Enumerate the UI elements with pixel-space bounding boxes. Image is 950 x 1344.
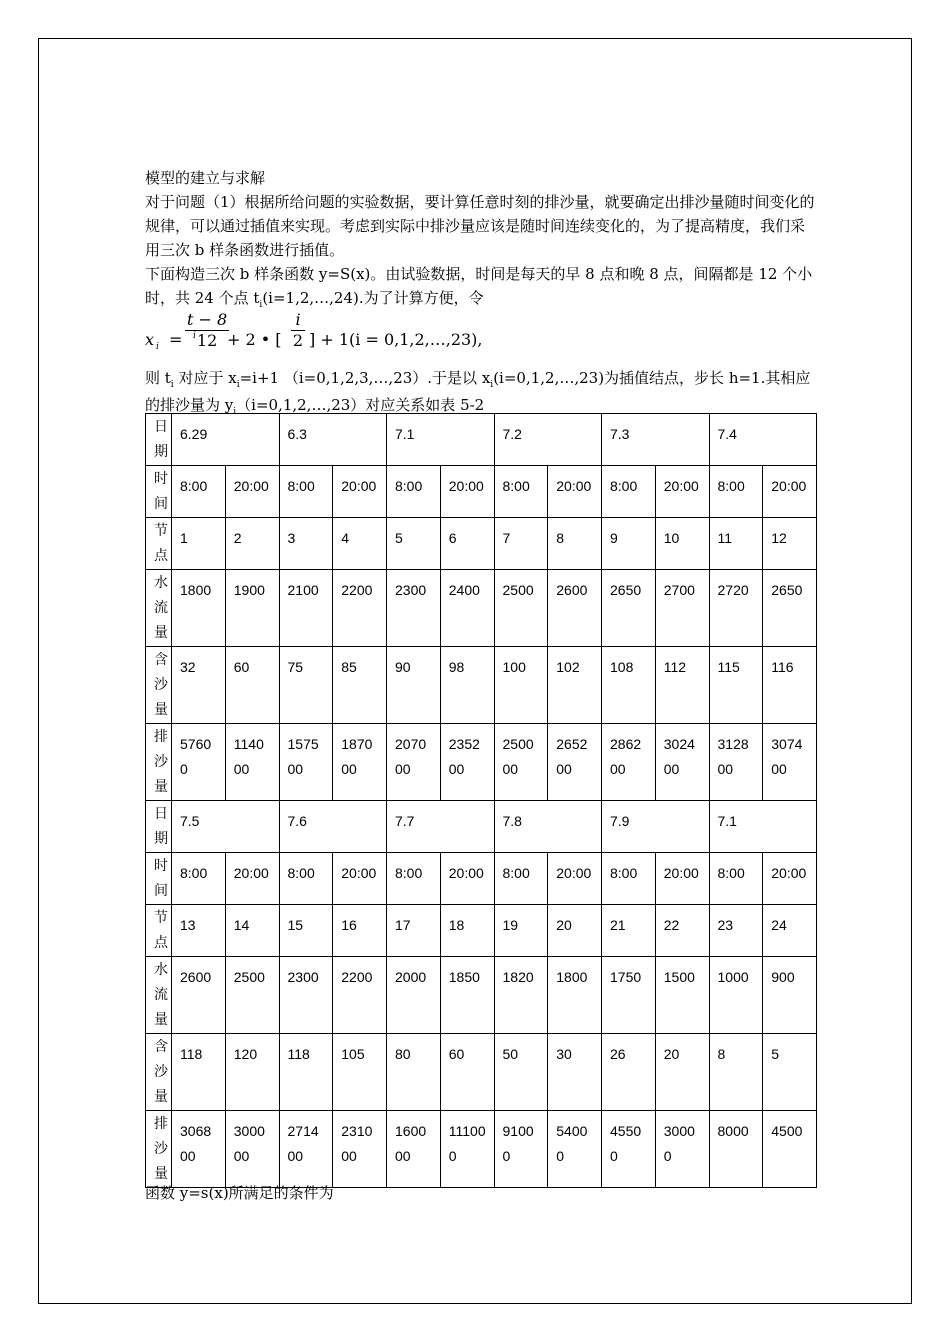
table-cell: 235200 bbox=[440, 724, 494, 801]
p3-a: 则 t bbox=[145, 369, 171, 387]
table-cell: 20:00 bbox=[333, 466, 387, 518]
table-cell: 300000 bbox=[225, 1111, 279, 1188]
table-cell: 1800 bbox=[548, 957, 602, 1034]
table-cell: 2600 bbox=[548, 570, 602, 647]
table-cell: 98 bbox=[440, 647, 494, 724]
body-text bbox=[145, 166, 817, 313]
row-label-flow: 水流量 bbox=[146, 570, 172, 647]
table-cell: 3 bbox=[279, 518, 333, 570]
table-cell: 20:00 bbox=[548, 466, 602, 518]
table-cell: 2100 bbox=[279, 570, 333, 647]
table-cell: 1 bbox=[172, 518, 226, 570]
formula-lhs: x bbox=[145, 330, 155, 349]
paragraph-2-text: 下面构造三次 b 样条函数 y=S(x)。由试验数据，时间是每天的早 8 点和晚 8 点，间隔都是 12 个小时，共 24 个点 t bbox=[145, 265, 813, 307]
table-cell: 2650 bbox=[763, 570, 817, 647]
table-cell: 8:00 bbox=[709, 853, 763, 905]
table-cell: 20 bbox=[655, 1034, 709, 1111]
table-cell: 7.8 bbox=[494, 801, 602, 853]
row-label-time: 时间 bbox=[146, 466, 172, 518]
paragraph-2 bbox=[145, 262, 817, 313]
table-cell: 312800 bbox=[709, 724, 763, 801]
table-cell: 1000 bbox=[709, 957, 763, 1034]
table-cell: 114000 bbox=[225, 724, 279, 801]
table-cell: 8:00 bbox=[387, 466, 441, 518]
table-cell: 54000 bbox=[548, 1111, 602, 1188]
row-label-date: 日期 bbox=[146, 801, 172, 853]
row-label-discharge: 排沙量 bbox=[146, 724, 172, 801]
table-cell: 30 bbox=[548, 1034, 602, 1111]
data-table bbox=[145, 413, 817, 1188]
p3-c-sub: i bbox=[490, 380, 494, 390]
table-cell: 80 bbox=[387, 1034, 441, 1111]
table-cell: 4 bbox=[333, 518, 387, 570]
table-cell: 18 bbox=[440, 905, 494, 957]
table-cell: 20:00 bbox=[440, 853, 494, 905]
table-cell: 20:00 bbox=[333, 853, 387, 905]
table-cell: 250000 bbox=[494, 724, 548, 801]
table-cell: 1850 bbox=[440, 957, 494, 1034]
table-cell: 306800 bbox=[172, 1111, 226, 1188]
table-cell: 2200 bbox=[333, 957, 387, 1034]
table-row-node bbox=[146, 905, 817, 957]
row-label-date: 日期 bbox=[146, 414, 172, 466]
table-cell: 112 bbox=[655, 647, 709, 724]
table-cell: 90 bbox=[387, 647, 441, 724]
p3-b: 对应于 x bbox=[173, 369, 237, 387]
table-row-sand bbox=[146, 1034, 817, 1111]
table-cell: 102 bbox=[548, 647, 602, 724]
table-cell: 307400 bbox=[763, 724, 817, 801]
conditions-text: 函数 y=s(x)所满足的条件为 bbox=[145, 1184, 334, 1202]
row-label-discharge: 排沙量 bbox=[146, 1111, 172, 1188]
table-cell: 20:00 bbox=[655, 853, 709, 905]
paragraph-3-line-1 bbox=[145, 366, 817, 393]
fraction-1-denominator: 12 bbox=[196, 331, 218, 350]
table-cell: 7.7 bbox=[387, 801, 495, 853]
table-cell: 7.1 bbox=[387, 414, 495, 466]
table-cell: 20:00 bbox=[655, 466, 709, 518]
p3-f: （i=0,1,2,…,23）对应关系如表 5-2 bbox=[236, 396, 485, 414]
fraction-2-denominator: 2 bbox=[292, 331, 304, 350]
table-cell: 75 bbox=[279, 647, 333, 724]
table-cell: 2500 bbox=[225, 957, 279, 1034]
table-cell: 207000 bbox=[387, 724, 441, 801]
table-cell: 1800 bbox=[172, 570, 226, 647]
table-cell: 8:00 bbox=[602, 466, 656, 518]
table-cell: 1820 bbox=[494, 957, 548, 1034]
table-cell: 26 bbox=[602, 1034, 656, 1111]
table-row-sand bbox=[146, 647, 817, 724]
table-cell: 7.6 bbox=[279, 801, 387, 853]
row-label-node: 节点 bbox=[146, 905, 172, 957]
table-cell: 60 bbox=[440, 1034, 494, 1111]
table-cell: 20:00 bbox=[763, 853, 817, 905]
table-cell: 8:00 bbox=[172, 466, 226, 518]
table-cell: 57600 bbox=[172, 724, 226, 801]
table-cell: 7.4 bbox=[709, 414, 817, 466]
table-cell: 8:00 bbox=[172, 853, 226, 905]
table-cell: 1500 bbox=[655, 957, 709, 1034]
table-cell: 15 bbox=[279, 905, 333, 957]
table-row-node bbox=[146, 518, 817, 570]
table-cell: 20:00 bbox=[225, 853, 279, 905]
table-cell: 7 bbox=[494, 518, 548, 570]
table-cell: 45500 bbox=[602, 1111, 656, 1188]
row-label-sand: 含沙量 bbox=[146, 1034, 172, 1111]
table-cell: 2400 bbox=[440, 570, 494, 647]
table-row-discharge bbox=[146, 1111, 817, 1188]
table-cell: 30000 bbox=[655, 1111, 709, 1188]
table-cell: 20 bbox=[548, 905, 602, 957]
table-cell: 157500 bbox=[279, 724, 333, 801]
formula-middle: + 2 • [ bbox=[227, 330, 282, 349]
table-cell: 160000 bbox=[387, 1111, 441, 1188]
table-cell: 120 bbox=[225, 1034, 279, 1111]
table-cell: 111000 bbox=[440, 1111, 494, 1188]
table-row-date bbox=[146, 801, 817, 853]
table-cell: 8 bbox=[548, 518, 602, 570]
table-cell: 271400 bbox=[279, 1111, 333, 1188]
table-cell: 8:00 bbox=[279, 466, 333, 518]
row-label-node: 节点 bbox=[146, 518, 172, 570]
table-cell: 85 bbox=[333, 647, 387, 724]
table-row-discharge bbox=[146, 724, 817, 801]
table-cell: 2 bbox=[225, 518, 279, 570]
table-cell: 4500 bbox=[763, 1111, 817, 1188]
table-cell: 286200 bbox=[602, 724, 656, 801]
table-cell: 5 bbox=[387, 518, 441, 570]
table-cell: 21 bbox=[602, 905, 656, 957]
table-cell: 118 bbox=[279, 1034, 333, 1111]
table-cell: 2500 bbox=[494, 570, 548, 647]
table-cell: 1900 bbox=[225, 570, 279, 647]
table-cell: 265200 bbox=[548, 724, 602, 801]
fraction-2-numerator: i bbox=[291, 310, 305, 331]
table-cell: 100 bbox=[494, 647, 548, 724]
interpolation-formula bbox=[145, 310, 545, 368]
table-cell: 187000 bbox=[333, 724, 387, 801]
formula-fraction-2 bbox=[291, 310, 305, 351]
formula-fraction-1 bbox=[185, 310, 229, 351]
p3-d: (i=0,1,2,…,23)为插值结点，步长 h=1.其相应 bbox=[493, 369, 811, 387]
p3-a-sub: i bbox=[170, 380, 174, 390]
table-cell: 302400 bbox=[655, 724, 709, 801]
table-cell: 115 bbox=[709, 647, 763, 724]
table-cell: 22 bbox=[655, 905, 709, 957]
table-cell: 7.9 bbox=[602, 801, 710, 853]
table-cell: 20:00 bbox=[225, 466, 279, 518]
table-cell: 7.2 bbox=[494, 414, 602, 466]
table-cell: 11 bbox=[709, 518, 763, 570]
table-row-date bbox=[146, 414, 817, 466]
table-cell: 6.29 bbox=[172, 414, 280, 466]
table-cell: 13 bbox=[172, 905, 226, 957]
table-cell: 19 bbox=[494, 905, 548, 957]
table-cell: 8:00 bbox=[709, 466, 763, 518]
table-cell: 7.3 bbox=[602, 414, 710, 466]
formula-lhs-sub: i bbox=[156, 342, 159, 352]
row-label-sand: 含沙量 bbox=[146, 647, 172, 724]
p3-e: 的排沙量为 y bbox=[145, 396, 234, 414]
row-label-time: 时间 bbox=[146, 853, 172, 905]
table-row-time bbox=[146, 466, 817, 518]
formula-tail: ] + 1(i = 0,1,2,…,23), bbox=[309, 330, 483, 349]
table-cell: 2300 bbox=[279, 957, 333, 1034]
table-row-time bbox=[146, 853, 817, 905]
table-cell: 24 bbox=[763, 905, 817, 957]
table-cell: 8:00 bbox=[602, 853, 656, 905]
table-cell: 17 bbox=[387, 905, 441, 957]
table-intro bbox=[145, 366, 817, 420]
table-cell: 2650 bbox=[602, 570, 656, 647]
table-cell: 8:00 bbox=[494, 466, 548, 518]
table-row-flow bbox=[146, 957, 817, 1034]
row-label-flow: 水流量 bbox=[146, 957, 172, 1034]
table-cell: 8:00 bbox=[279, 853, 333, 905]
table-cell: 6.3 bbox=[279, 414, 387, 466]
table-cell: 2600 bbox=[172, 957, 226, 1034]
table-cell: 900 bbox=[763, 957, 817, 1034]
table-cell: 8000 bbox=[709, 1111, 763, 1188]
table-cell: 60 bbox=[225, 647, 279, 724]
table-cell: 116 bbox=[763, 647, 817, 724]
table-cell: 108 bbox=[602, 647, 656, 724]
table-cell: 5 bbox=[763, 1034, 817, 1111]
table-cell: 50 bbox=[494, 1034, 548, 1111]
table-cell: 20:00 bbox=[763, 466, 817, 518]
p3-b-sub: i bbox=[236, 380, 240, 390]
table-cell: 1750 bbox=[602, 957, 656, 1034]
table-cell: 105 bbox=[333, 1034, 387, 1111]
table-cell: 2300 bbox=[387, 570, 441, 647]
p3-e-sub: i bbox=[233, 407, 237, 417]
table-cell: 118 bbox=[172, 1034, 226, 1111]
table-cell: 6 bbox=[440, 518, 494, 570]
table-cell: 9 bbox=[602, 518, 656, 570]
table-row-flow bbox=[146, 570, 817, 647]
p3-c: =i+1 （i=0,1,2,3,…,23）.于是以 x bbox=[239, 369, 491, 387]
table-cell: 14 bbox=[225, 905, 279, 957]
table-cell: 231000 bbox=[333, 1111, 387, 1188]
fraction-1-sub: i bbox=[193, 331, 196, 341]
table-cell: 16 bbox=[333, 905, 387, 957]
subscript: i bbox=[259, 300, 263, 310]
table-cell: 2720 bbox=[709, 570, 763, 647]
table-cell: 91000 bbox=[494, 1111, 548, 1188]
table-cell: 23 bbox=[709, 905, 763, 957]
table-cell: 8 bbox=[709, 1034, 763, 1111]
table-cell: 7.1 bbox=[709, 801, 817, 853]
formula-equals: = bbox=[169, 330, 183, 349]
paragraph-2-text-end: (i=1,2,…,24).为了计算方便，令 bbox=[262, 289, 484, 307]
table-cell: 12 bbox=[763, 518, 817, 570]
table-cell: 2700 bbox=[655, 570, 709, 647]
table-cell: 20:00 bbox=[440, 466, 494, 518]
table-cell: 20:00 bbox=[548, 853, 602, 905]
table-cell: 10 bbox=[655, 518, 709, 570]
table-cell: 7.5 bbox=[172, 801, 280, 853]
section-heading: 模型的建立与求解 bbox=[145, 169, 266, 187]
table-cell: 8:00 bbox=[387, 853, 441, 905]
table-cell: 2200 bbox=[333, 570, 387, 647]
table-cell: 8:00 bbox=[494, 853, 548, 905]
table-cell: 2000 bbox=[387, 957, 441, 1034]
paragraph-1: 对于问题（1）根据所给问题的实验数据，要计算任意时刻的排沙量，就要确定出排沙量随时间变化的规律，可以通过插值来实现。考虑到实际中排沙量应该是随时间连续变化的，为了提高精度，我们采用三次 b 样条函数进行插值。 bbox=[145, 193, 815, 259]
fraction-1-numerator: t − 8 bbox=[187, 310, 228, 329]
table-cell: 32 bbox=[172, 647, 226, 724]
